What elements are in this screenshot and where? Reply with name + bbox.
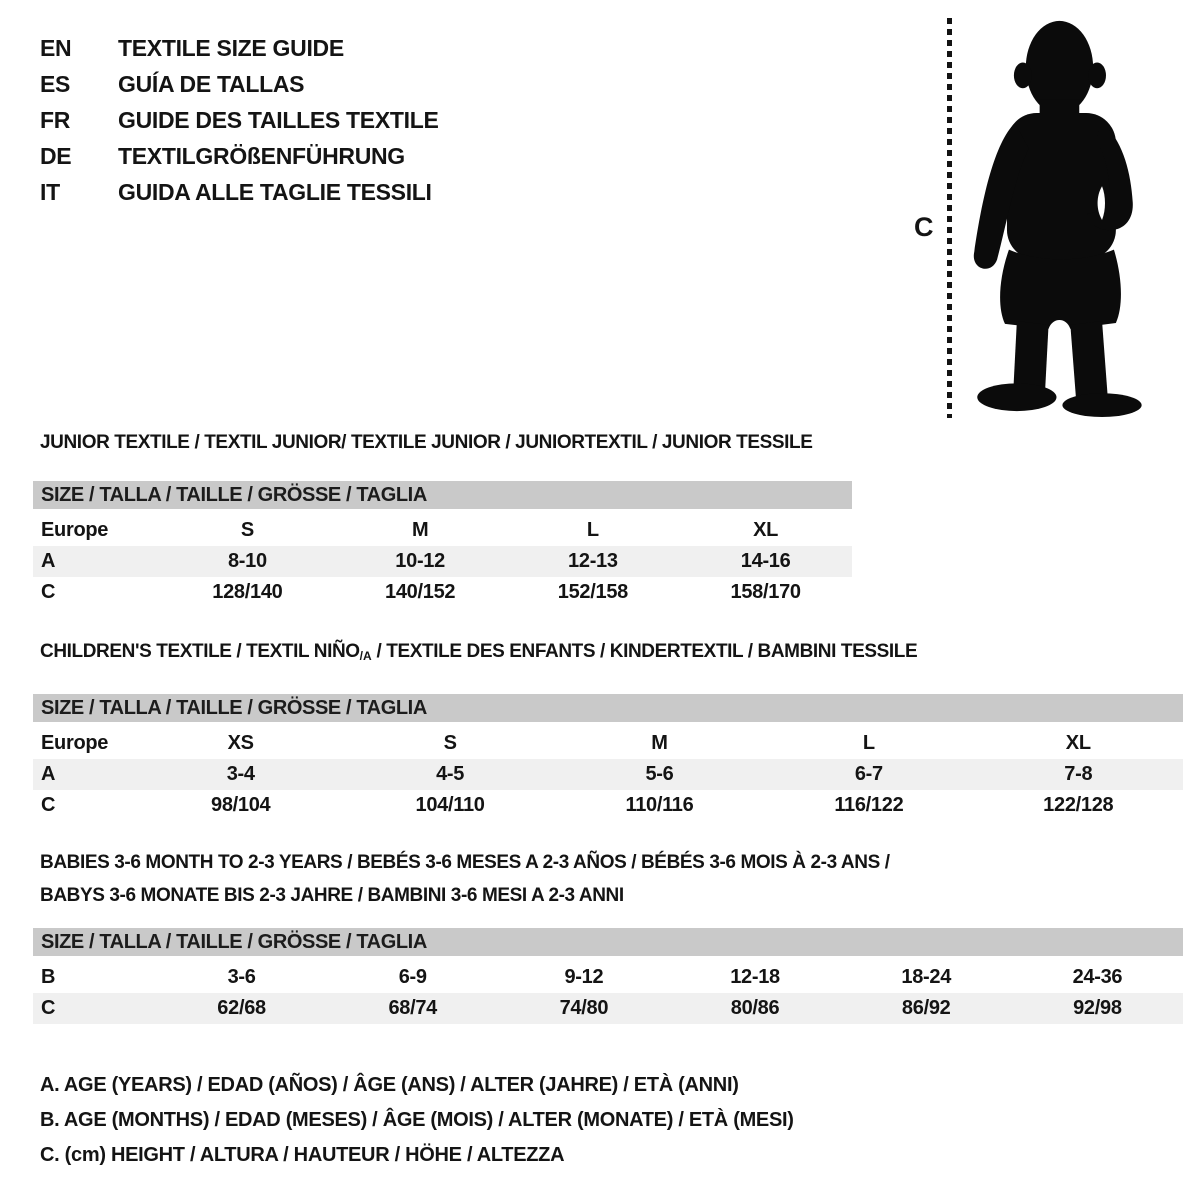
size-value: XS: [227, 732, 254, 754]
size-value: 74/80: [559, 997, 609, 1019]
size-value: 8-10: [227, 550, 267, 572]
table-row-europe: [33, 728, 1183, 759]
size-value: 92/98: [1073, 997, 1122, 1019]
size-table-header: SIZE / TALLA / TAILLE / GRÖSSE / TAGLIA: [33, 928, 1183, 956]
size-value: 128/140: [212, 581, 283, 603]
section-title-text: CHILDREN'S TEXTILE / TEXTIL NIÑO: [40, 641, 360, 662]
legend-line-a: A. AGE (YEARS) / EDAD (AÑOS) / ÂGE (ANS) / ALTER (JAHRE) / ETÀ (ANNI): [40, 1074, 739, 1096]
table-row-a: [33, 546, 852, 577]
language-row-es: [40, 66, 439, 102]
size-value: S: [443, 732, 457, 754]
size-value: XL: [753, 519, 779, 541]
language-label: GUÍA DE TALLAS: [118, 70, 305, 97]
height-measure-label: C: [914, 212, 934, 242]
babies-size-table: [33, 928, 1183, 1024]
size-value: 12-13: [568, 550, 618, 572]
table-row-c: [33, 993, 1183, 1024]
row-label: C: [41, 581, 56, 603]
size-value: 7-8: [1064, 763, 1093, 785]
table-row-a: [33, 759, 1183, 790]
size-value: 80/86: [730, 997, 780, 1019]
size-table-grid: [33, 515, 852, 608]
language-label: GUIDE DES TAILLES TEXTILE: [118, 106, 439, 133]
height-dashed-line-icon: [947, 18, 952, 418]
language-row-it: [40, 174, 439, 210]
size-value: 10-12: [395, 550, 445, 572]
size-table-header: SIZE / TALLA / TAILLE / GRÖSSE / TAGLIA: [33, 694, 1183, 722]
toddler-silhouette-icon: [962, 14, 1147, 418]
size-value: 9-12: [564, 966, 604, 988]
language-label: GUIDA ALLE TAGLIE TESSILI: [118, 178, 432, 205]
table-row-c: [33, 577, 852, 608]
section-title: [40, 846, 1183, 912]
language-title-list: [40, 30, 439, 210]
size-value: 140/152: [385, 581, 456, 603]
language-code: DE: [40, 142, 72, 169]
row-label: A: [41, 550, 56, 572]
size-table-header: SIZE / TALLA / TAILLE / GRÖSSE / TAGLIA: [33, 481, 852, 509]
size-value: 122/128: [1043, 794, 1114, 816]
row-label: Europe: [41, 732, 109, 754]
table-row-c: [33, 790, 1183, 821]
table-row-b: [33, 962, 1183, 993]
size-value: 4-5: [436, 763, 465, 785]
language-code: FR: [40, 106, 71, 133]
section-title-text: JUNIOR TEXTILE / TEXTIL JUNIOR/ TEXTILE JUNIOR / JUNIORTEXTIL / JUNIOR TESSILE: [40, 432, 813, 453]
section-children-textile: [33, 641, 1183, 821]
size-value: 104/110: [415, 794, 485, 816]
size-value: M: [411, 519, 429, 541]
size-value: 152/158: [557, 581, 628, 603]
size-value: M: [651, 732, 668, 754]
legend: [40, 1068, 794, 1173]
table-row-europe: [33, 515, 852, 546]
size-value: L: [586, 519, 599, 541]
section-title-text: BABIES 3-6 MONTH TO 2-3 YEARS / BEBÉS 3-6 MESES A 2-3 AÑOS / BÉBÉS 3-6 MOIS À 2-3 ANS /: [40, 852, 890, 873]
language-label: TEXTILE SIZE GUIDE: [118, 34, 344, 61]
section-title: [40, 641, 1183, 667]
size-value: 98/104: [211, 794, 271, 816]
language-label: TEXTILGRÖßENFÜHRUNG: [118, 142, 405, 169]
row-label: B: [41, 966, 56, 988]
language-row-fr: [40, 102, 439, 138]
section-title: [40, 432, 852, 454]
size-value: 68/74: [388, 997, 438, 1019]
row-label: C: [41, 794, 56, 816]
language-code: IT: [40, 178, 60, 205]
size-value: 18-24: [901, 966, 952, 988]
size-value: 158/170: [730, 581, 801, 603]
section-title-text: BABYS 3-6 MONATE BIS 2-3 JAHRE / BAMBINI 3-6 MESI A 2-3 ANNI: [40, 885, 624, 906]
size-value: XL: [1065, 732, 1091, 754]
size-value: 86/92: [901, 997, 951, 1019]
language-row-de: [40, 138, 439, 174]
language-row-en: [40, 30, 439, 66]
legend-line-b: B. AGE (MONTHS) / EDAD (MESES) / ÂGE (MOIS) / ALTER (MONATE) / ETÀ (MESI): [40, 1109, 794, 1131]
section-title-text: / TEXTILE DES ENFANTS / KINDERTEXTIL / BAMBINI TESSILE: [371, 641, 918, 662]
row-label: C: [41, 997, 56, 1019]
size-value: 6-9: [398, 966, 427, 988]
section-babies-textile: [33, 846, 1183, 1024]
row-label: A: [41, 763, 56, 785]
size-value: 12-18: [730, 966, 780, 988]
section-junior-textile: [33, 432, 852, 608]
language-code: EN: [40, 34, 72, 61]
size-value: S: [240, 519, 254, 541]
size-value: 62/68: [217, 997, 266, 1019]
size-table-grid: [33, 962, 1183, 1024]
size-value: 116/122: [834, 794, 904, 816]
section-title-text: /A: [359, 649, 372, 663]
junior-size-table: [33, 481, 852, 608]
size-value: 110/116: [625, 794, 694, 816]
size-value: L: [862, 732, 875, 754]
size-value: 6-7: [854, 763, 883, 785]
size-table-grid: [33, 728, 1183, 821]
size-value: 3-4: [226, 763, 255, 785]
row-label: Europe: [41, 519, 109, 541]
language-code: ES: [40, 70, 71, 97]
size-value: 24-36: [1072, 966, 1123, 988]
size-value: 5-6: [645, 763, 674, 785]
children-size-table: [33, 694, 1183, 821]
size-value: 3-6: [227, 966, 256, 988]
legend-line-c: C. (cm) HEIGHT / ALTURA / HAUTEUR / HÖHE / ALTEZZA: [40, 1144, 565, 1166]
size-value: 14-16: [740, 550, 791, 572]
